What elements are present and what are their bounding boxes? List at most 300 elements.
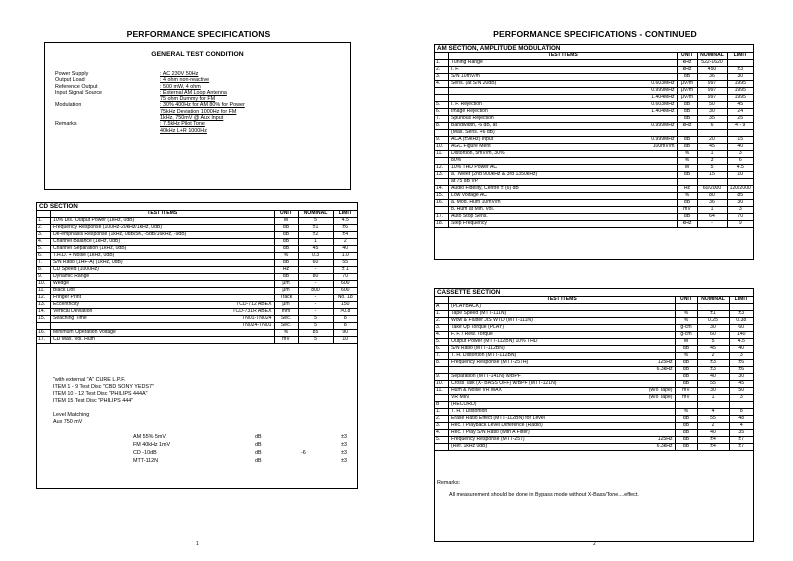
matching-unit: dB: [255, 458, 262, 464]
row-item: 10% THD Power AC: [449, 165, 630, 172]
row-unit: mV: [274, 337, 298, 344]
row-item: Auto Stop Sens.: [449, 214, 630, 221]
row-number: 2.: [37, 225, 51, 232]
row-nominal: 45: [697, 144, 727, 151]
matching-label: AM 55% 5mV: [133, 434, 166, 440]
table-row: [37, 260, 357, 267]
row-unit: %: [677, 193, 697, 200]
row-item: Wow & Flutter JIS WTD (MTT-111N): [449, 318, 640, 325]
row-unit: dB: [677, 102, 697, 109]
row-number: 3.: [435, 423, 449, 430]
row-unit: dB: [677, 144, 697, 151]
row-limit: ±6: [333, 225, 357, 232]
row-nominal: 80: [697, 193, 727, 200]
row-number: 5.: [435, 102, 449, 109]
table-row: [435, 381, 753, 388]
row-item: (Max. Sens. +6 dB): [449, 130, 630, 137]
row-nominal: 6: [697, 123, 727, 130]
row-item: 80%: [449, 158, 630, 165]
row-item: T. H. Distortion (MTT-112BN): [449, 353, 640, 360]
row-limit: 150: [333, 302, 357, 309]
row-number: 9.: [37, 274, 51, 281]
row-unit: [677, 130, 697, 137]
cd-note-line: Aux 750 mV: [53, 419, 83, 425]
row-number: 11.: [435, 151, 449, 158]
row-item: CD Speed (1000Hz): [51, 267, 231, 274]
row-nominal: 20: [697, 137, 727, 144]
row-number: [435, 395, 449, 402]
row-condition: [629, 221, 677, 228]
row-nominal: 0.3: [298, 253, 333, 260]
row-item: Step Frequency: [449, 221, 630, 228]
matching-limit: ±3: [341, 458, 347, 464]
row-nominal: 80: [298, 274, 333, 281]
row-condition: 1.404MHz: [629, 109, 677, 116]
row-number: [435, 207, 449, 214]
row-unit: kHz: [677, 67, 697, 74]
row-number: 1.: [435, 311, 449, 318]
row-number: 4.: [37, 239, 51, 246]
page1-title: PERFORMANCE SPECIFICATIONS: [126, 29, 271, 39]
row-number: 14.: [37, 309, 51, 316]
table-row: [435, 109, 753, 116]
row-unit: g-cm: [675, 325, 697, 332]
row-item: F. F. / Rew. Torque: [449, 332, 640, 339]
row-limit: No. 18: [333, 295, 357, 302]
row-limit: 85: [727, 193, 753, 200]
row-number: 9.: [435, 374, 449, 381]
table-row: [435, 158, 753, 165]
row-item: Bandwidth, -6 dB, at: [449, 123, 630, 130]
row-unit: dB: [677, 74, 697, 81]
row-limit: ±4: [333, 232, 357, 239]
row-limit: 30: [727, 74, 753, 81]
row-limit: 3: [727, 151, 753, 158]
row-condition: [230, 225, 274, 232]
row-condition: [639, 416, 675, 423]
row-limit: ±6: [729, 367, 753, 374]
matching-label: FM 40kHz 1mV: [133, 442, 171, 448]
row-condition: [629, 214, 677, 221]
row-nominal: 30: [697, 325, 729, 332]
row-unit: dB: [675, 423, 697, 430]
row-limit: 30: [729, 374, 753, 381]
general-value: 40kHz L+R 1000Hz: [160, 127, 207, 134]
row-nominal: -: [298, 309, 333, 316]
row-limit: ±7: [729, 437, 753, 444]
row-number: [435, 88, 449, 95]
row-limit: 15: [727, 137, 753, 144]
row-limit: 1995: [727, 95, 753, 102]
row-nominal: 522-1620: [697, 60, 727, 67]
header-cell-limit: LIMIT: [727, 53, 753, 60]
row-nominal: 50: [697, 102, 727, 109]
table-row: [37, 232, 357, 239]
row-limit: 3: [729, 353, 753, 360]
row-limit: [729, 304, 753, 311]
row-condition: [639, 311, 675, 318]
row-unit: %: [675, 353, 697, 360]
cd-note-line: ITEM 1 - 9 Test Disc "CBD SONY YEDS7": [53, 384, 154, 390]
table-row: [435, 179, 753, 186]
general-values: [160, 71, 245, 134]
row-number: 5.: [435, 437, 449, 444]
table-row: [435, 88, 753, 95]
row-nominal: 1: [697, 151, 727, 158]
cassette-section-title: CASSETTE SECTION: [435, 289, 753, 297]
row-item: I. F. Rejection: [449, 102, 630, 109]
row-condition: [629, 74, 677, 81]
row-number: 3.: [37, 232, 51, 239]
row-limit: 70: [727, 214, 753, 221]
matching-label: CD -10dB: [133, 450, 157, 456]
row-unit: W: [675, 339, 697, 346]
row-number: 10.: [37, 281, 51, 288]
row-nominal: 450: [697, 67, 727, 74]
row-item: Eccentricity: [51, 302, 231, 309]
row-limit: ±7: [729, 444, 753, 451]
row-condition: [629, 158, 677, 165]
row-number: 1.: [435, 409, 449, 416]
row-unit: dB: [675, 374, 697, 381]
row-item: Tuning Range: [449, 60, 630, 67]
row-number: [435, 158, 449, 165]
row-item: S/N Ratio (MTT-112BN): [449, 346, 640, 353]
cd-note-line: ITEM 15 Test Disc "PHILIPS 444": [53, 398, 134, 404]
row-unit: Hz: [274, 267, 298, 274]
table-row: [37, 225, 357, 232]
row-number: 10.: [435, 381, 449, 388]
row-unit: dB: [677, 109, 697, 116]
row-unit: dB: [675, 381, 697, 388]
row-condition: TN01-TN024: [230, 316, 274, 323]
row-nominal: -: [298, 295, 333, 302]
row-nominal: -: [298, 267, 333, 274]
row-nominal: [697, 402, 729, 409]
table-row: [435, 207, 753, 214]
row-number: 14.: [435, 186, 449, 193]
row-item: Minimum Operation Voltage: [51, 330, 231, 337]
row-item: [449, 95, 630, 102]
row-condition: 0.999MHz: [629, 88, 677, 95]
row-item: I. F.: [449, 67, 630, 74]
general-value: 75kHz Deviation 1000Hz for FM: [160, 108, 237, 115]
row-unit: dB: [274, 274, 298, 281]
row-condition: [629, 207, 677, 214]
row-unit: %: [675, 311, 697, 318]
row-condition: 100mV/m: [629, 144, 677, 151]
row-unit: dB: [677, 214, 697, 221]
table-row: [435, 304, 753, 311]
matching-nominal: -6: [301, 450, 306, 456]
row-limit: [727, 179, 753, 186]
row-number: 7.: [37, 260, 51, 267]
row-unit: dB: [677, 116, 697, 123]
row-limit: ± 1: [333, 267, 357, 274]
row-item: VR MIN: [449, 395, 640, 402]
am-section-title: AM SECTION, AMPLITUDE MODULATION: [435, 45, 753, 53]
row-number: 13.: [435, 172, 449, 179]
row-nominal: ±4: [697, 444, 729, 451]
row-nominal: 5: [298, 218, 333, 225]
row-nominal: -: [298, 302, 333, 309]
table-row: [435, 214, 753, 221]
row-limit: 1.0: [333, 253, 357, 260]
row-nominal: 85: [298, 330, 333, 337]
row-number: 9.: [435, 137, 449, 144]
row-unit: dB: [675, 346, 697, 353]
general-value: : 4 ohm non-reactive: [160, 77, 210, 84]
row-item: b. Hum at Min. Vol.: [449, 207, 630, 214]
row-limit: 1995: [727, 81, 753, 88]
row-item: Seaching Time: [51, 316, 231, 323]
general-value: 75 ohm Dummy for FM: [160, 96, 216, 103]
table-row: [435, 353, 753, 360]
row-nominal: 1: [298, 239, 333, 246]
table-row: [435, 81, 753, 88]
row-number: 17.: [435, 214, 449, 221]
row-item: Take Up Torque (PLAY): [449, 325, 640, 332]
row-item: T. H. / Distortion: [449, 409, 640, 416]
row-number: 12.: [435, 165, 449, 172]
general-label: [55, 134, 102, 140]
matching-limit: ±3: [341, 442, 347, 448]
row-item: Image Rejection: [449, 109, 630, 116]
row-condition: [629, 151, 677, 158]
row-condition: (w/o Tape): [639, 388, 675, 395]
header-cell-unit: UNIT: [677, 53, 697, 60]
row-condition: [639, 374, 675, 381]
table-row: [435, 130, 753, 137]
table-row: [435, 102, 753, 109]
row-item: Frequency Response (MTT-257): [449, 437, 640, 444]
row-number: 6.: [37, 253, 51, 260]
row-nominal: 4: [697, 409, 729, 416]
row-unit: [675, 304, 697, 311]
matching-limit: ±3: [341, 450, 347, 456]
page2-title: PERFORMANCE SPECIFICATIONS - CONTINUED: [493, 29, 697, 39]
row-unit: [677, 179, 697, 186]
level-matching-list: [133, 433, 355, 465]
row-unit: dB: [274, 225, 298, 232]
header-cell-unit: UNIT: [274, 211, 298, 218]
row-number: 13.: [37, 302, 51, 309]
row-number: 7.: [435, 353, 449, 360]
general-label: Input Signal Source: [55, 89, 103, 96]
general-value: : 7.5kHz Pilot Tone: [160, 121, 205, 128]
table-row: [435, 437, 753, 444]
level-matching-row: [133, 433, 355, 441]
row-unit: μV/m: [677, 95, 697, 102]
row-condition: 0.603MHz: [629, 81, 677, 88]
table-row: [37, 281, 357, 288]
general-value: 1kHz, 750mV @ Aux Input: [160, 115, 224, 122]
row-limit: 45: [727, 102, 753, 109]
row-item: Black Dot: [51, 288, 231, 295]
row-unit: dB: [274, 260, 298, 267]
am-table: [435, 53, 753, 228]
general-label: Output Load: [55, 77, 85, 84]
row-condition: [629, 67, 677, 74]
matching-unit: dB: [255, 442, 262, 448]
row-condition: [230, 246, 274, 253]
row-item: 10% Dis. Output Power (1kHz, 0dB): [51, 218, 231, 225]
row-item: Output Power (MTT-112BN) 10% THD: [449, 339, 640, 346]
row-nominal: 30: [697, 109, 727, 116]
row-unit: dB: [675, 416, 697, 423]
row-limit: 50: [729, 388, 753, 395]
row-number: 5.: [37, 246, 51, 253]
table-row: [435, 430, 753, 437]
row-limit: ±3: [729, 311, 753, 318]
row-number: [435, 179, 449, 186]
row-item: De-emphasis Response (1kHz, 0dB/5K, -5dB/16kHz, -9dB): [51, 232, 231, 239]
general-value: : External AM Loop Antenna: [160, 89, 227, 96]
row-item: AGC Figure Merit: [449, 144, 630, 151]
row-number: 16.: [435, 200, 449, 207]
row-number: 8.: [37, 267, 51, 274]
row-condition: [230, 288, 274, 295]
row-nominal: 800: [298, 288, 333, 295]
header-cell-items: TEST ITEMS: [449, 53, 678, 60]
table-row: [435, 346, 753, 353]
general-test-condition-box: [44, 42, 351, 190]
row-condition: [629, 60, 677, 67]
row-nominal: 5: [298, 316, 333, 323]
row-item: Frequency Response (MTT-257H): [449, 360, 640, 367]
cd-note-line: [53, 405, 154, 412]
row-item: (PLAYBACK): [449, 304, 640, 311]
table-row: [37, 295, 357, 302]
row-condition: [629, 130, 677, 137]
row-item: at 75 dB VP: [449, 179, 630, 186]
row-nominal: 997: [697, 88, 727, 95]
row-limit: 3: [727, 207, 753, 214]
table-row: [435, 444, 753, 451]
row-nominal: 64: [697, 214, 727, 221]
row-item: Fringer Print: [51, 295, 231, 302]
table-row: [37, 246, 357, 253]
row-nominal: 5: [298, 323, 333, 330]
table-row: [435, 423, 753, 430]
row-nominal: 45: [298, 246, 333, 253]
row-condition: 6.3kHz: [639, 367, 675, 374]
row-unit: dB: [274, 232, 298, 239]
row-number: 6.: [435, 346, 449, 353]
row-unit: %: [675, 409, 697, 416]
row-item: Low Voltage AC: [449, 193, 630, 200]
table-row: [37, 302, 357, 309]
row-item: Tape Speed (MTT-111N): [449, 311, 640, 318]
row-item: Distortion, 5mV/m, 30%: [449, 151, 630, 158]
table-row: [37, 330, 357, 337]
row-condition: TCD-712 ABEX: [230, 302, 274, 309]
row-condition: [230, 330, 274, 337]
table-row: [37, 267, 357, 274]
row-condition: [639, 325, 675, 332]
row-number: 12.: [37, 295, 51, 302]
row-condition: [639, 304, 675, 311]
row-unit: dB: [675, 437, 697, 444]
row-unit: dB: [675, 430, 697, 437]
row-condition: 125Hz: [639, 360, 675, 367]
row-limit: 35: [729, 430, 753, 437]
row-unit: %: [274, 330, 298, 337]
table-row: [435, 318, 753, 325]
row-unit: kHz: [677, 221, 697, 228]
row-item: Vertical Deviation: [51, 309, 231, 316]
row-condition: [629, 193, 677, 200]
row-condition: 0.999MHz: [629, 123, 677, 130]
table-row: [435, 402, 753, 409]
row-limit: 10: [727, 172, 753, 179]
matching-label: MTT-112N: [133, 458, 159, 464]
row-item: Erase Ratio Effect (MTT-112BN) for Level: [449, 416, 640, 423]
cd-notes: [53, 377, 154, 426]
row-nominal: [697, 179, 727, 186]
row-condition: [629, 116, 677, 123]
row-item: Audio Fidelity, Centre ± (6) dB: [449, 186, 630, 193]
table-row: [37, 253, 357, 260]
row-condition: [639, 381, 675, 388]
row-condition: [639, 430, 675, 437]
header-cell-unit: UNIT: [675, 297, 697, 304]
row-unit: Sec.: [274, 323, 298, 330]
row-condition: [230, 253, 274, 260]
row-item: Channel Balance (1kHz, 0dB): [51, 239, 231, 246]
row-nominal: 2: [697, 423, 729, 430]
table-row: [37, 316, 357, 323]
row-nominal: 997: [697, 81, 727, 88]
row-limit: 70: [333, 274, 357, 281]
row-number: 11.: [37, 288, 51, 295]
row-limit: [727, 60, 753, 67]
table-row: [435, 60, 753, 67]
row-nominal: ±1: [298, 225, 333, 232]
row-number: 10.: [435, 144, 449, 151]
row-condition: [230, 232, 274, 239]
table-row: [435, 74, 753, 81]
row-nominal: [697, 130, 727, 137]
header-cell-nominal: NOMINAL: [697, 297, 729, 304]
row-condition: [629, 200, 677, 207]
table-row: [435, 200, 753, 207]
row-number: 4.: [435, 81, 449, 88]
row-number: 6.: [435, 109, 449, 116]
row-nominal: 1: [697, 395, 729, 402]
row-condition: [639, 346, 675, 353]
row-item: [449, 88, 630, 95]
table-row: [435, 172, 753, 179]
table-row: [435, 116, 753, 123]
table-row: [435, 339, 753, 346]
row-number: 2.: [435, 67, 449, 74]
row-item: Hum & Noise VR MAX: [449, 388, 640, 395]
row-condition: (w/o Tape): [639, 395, 675, 402]
row-unit: μm: [274, 302, 298, 309]
row-nominal: 60/2000: [697, 186, 727, 193]
row-limit: 8: [729, 409, 753, 416]
remarks-label: Remarks:: [437, 480, 461, 486]
matching-unit: dB: [255, 434, 262, 440]
row-limit: 8: [333, 323, 357, 330]
row-limit: [727, 130, 753, 137]
row-condition: [629, 179, 677, 186]
table-row: [435, 311, 753, 318]
row-unit: kHz: [677, 60, 697, 67]
row-number: [435, 367, 449, 374]
row-unit: %: [675, 318, 697, 325]
